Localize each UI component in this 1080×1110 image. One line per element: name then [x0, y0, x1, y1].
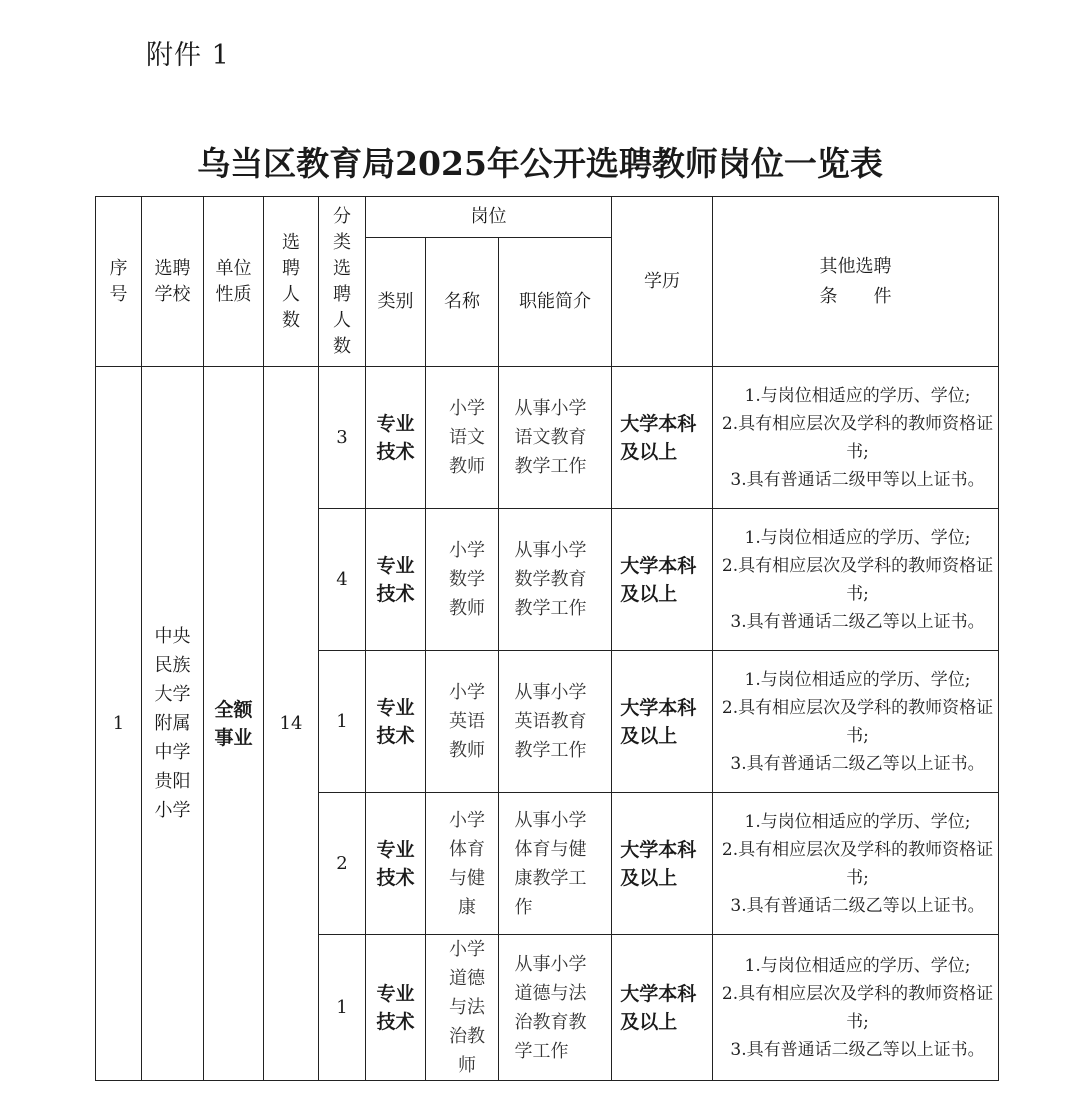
header-category: 类别	[366, 238, 426, 367]
row-duty: 从事小学英语教育教学工作	[499, 651, 612, 793]
row-duty: 从事小学体育与健康教学工作	[499, 793, 612, 935]
row-duty: 从事小学语文教育教学工作	[499, 367, 612, 509]
header-other-conditions: 其他选聘 条 件	[713, 197, 999, 367]
row-category: 专业技术	[366, 935, 426, 1081]
header-class-count: 分类选聘人数	[319, 197, 366, 367]
row-name: 小学道德与法治教师	[426, 935, 499, 1081]
page-title: 乌当区教育局2025年公开选聘教师岗位一览表	[197, 144, 883, 183]
row-category: 专业技术	[366, 367, 426, 509]
group-seq: 1	[96, 367, 142, 1081]
row-count: 3	[319, 367, 366, 509]
row-name: 小学数学教师	[426, 509, 499, 651]
row-education: 大学本科及以上	[612, 367, 713, 509]
row-category: 专业技术	[366, 793, 426, 935]
table-header-row	[96, 197, 999, 238]
row-education: 大学本科及以上	[612, 509, 713, 651]
row-count: 2	[319, 793, 366, 935]
group-school: 中央民族大学附属中学贵阳小学	[142, 367, 204, 1081]
header-unit-nature: 单位性质	[204, 197, 264, 367]
group-unit-nature: 全额事业	[204, 367, 264, 1081]
row-duty: 从事小学数学教育教学工作	[499, 509, 612, 651]
row-education: 大学本科及以上	[612, 935, 713, 1081]
attachment-label: 附件 1	[146, 40, 230, 71]
row-education: 大学本科及以上	[612, 651, 713, 793]
header-school: 选聘学校	[142, 197, 204, 367]
row-count: 4	[319, 509, 366, 651]
header-seq: 序号	[96, 197, 142, 367]
table-row	[96, 367, 999, 509]
row-duty: 从事小学道德与法治教育教学工作	[499, 935, 612, 1081]
group-recruit-count: 14	[264, 367, 319, 1081]
row-conditions: 1.与岗位相适应的学历、学位; 2.具有相应层次及学科的教师资格证书; 3.具有普通话二级乙等以上证书。	[713, 651, 999, 793]
row-education: 大学本科及以上	[612, 793, 713, 935]
table-body	[96, 367, 999, 1081]
row-category: 专业技术	[366, 509, 426, 651]
row-name: 小学体育与健康	[426, 793, 499, 935]
row-conditions: 1.与岗位相适应的学历、学位; 2.具有相应层次及学科的教师资格证书; 3.具有普通话二级乙等以上证书。	[713, 935, 999, 1081]
row-category: 专业技术	[366, 651, 426, 793]
header-name: 名称	[426, 238, 499, 367]
row-name: 小学英语教师	[426, 651, 499, 793]
row-count: 1	[319, 935, 366, 1081]
header-duty: 职能简介	[499, 238, 612, 367]
row-conditions: 1.与岗位相适应的学历、学位; 2.具有相应层次及学科的教师资格证书; 3.具有普通话二级甲等以上证书。	[713, 367, 999, 509]
row-name: 小学语文教师	[426, 367, 499, 509]
row-conditions: 1.与岗位相适应的学历、学位; 2.具有相应层次及学科的教师资格证书; 3.具有普通话二级乙等以上证书。	[713, 509, 999, 651]
header-post: 岗位	[366, 197, 612, 238]
header-recruit-count: 选聘人数	[264, 197, 319, 367]
row-count: 1	[319, 651, 366, 793]
header-education: 学历	[612, 197, 713, 367]
positions-table	[95, 196, 999, 1081]
row-conditions: 1.与岗位相适应的学历、学位; 2.具有相应层次及学科的教师资格证书; 3.具有普通话二级乙等以上证书。	[713, 793, 999, 935]
